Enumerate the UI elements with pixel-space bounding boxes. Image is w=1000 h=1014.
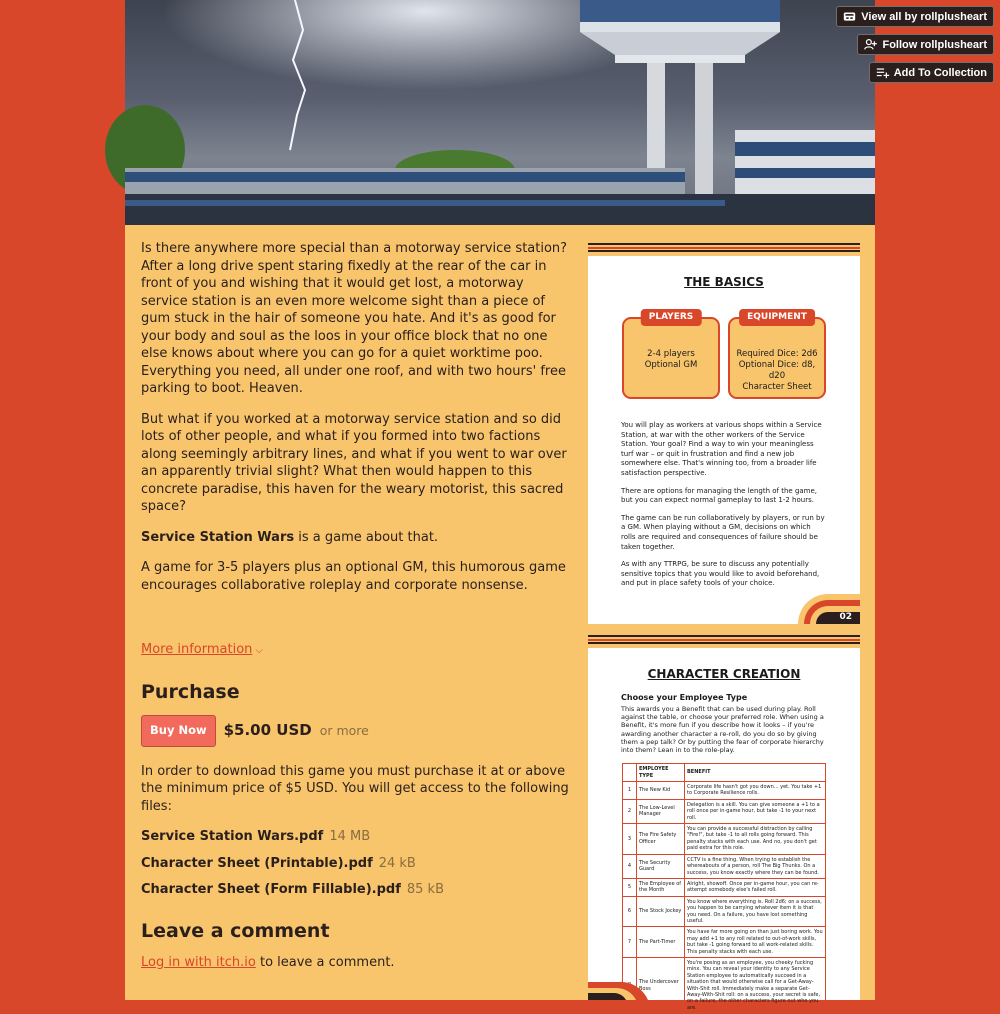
or-more-label: or more — [319, 723, 369, 738]
employee-type: The Security Guard — [637, 854, 685, 878]
employee-type-table — [622, 763, 826, 1014]
comment-heading: Leave a comment — [141, 919, 330, 942]
file-row — [141, 881, 571, 899]
purchase-heading: Purchase — [141, 680, 240, 703]
row-number: 3 — [623, 824, 637, 855]
basics-paragraph: The game can be run collaboratively by players, or run by a GM. When playing without a GM, decisions on which rolls are required and consequences of failure should be taken together. — [621, 513, 825, 551]
row-number: 4 — [623, 854, 637, 878]
decorative-stripe — [588, 240, 860, 256]
benefit-text: CCTV is a fine thing. When trying to establish the whereabouts of a person, roll The Big Thunks. On a success, you know exactly where they can be found. — [685, 854, 826, 878]
players-line: Optional GM — [644, 360, 698, 370]
swirl-decoration — [588, 982, 648, 1000]
view-all-button[interactable] — [836, 6, 994, 27]
players-line: 2-4 players — [647, 349, 695, 359]
equipment-line: Character Sheet — [742, 382, 812, 392]
equipment-line: Required Dice: 2d6 — [736, 349, 818, 359]
benefit-text: Delegation is a skill. You can give someone a +1 to a roll once per in-game hour, but take -1 to your next roll. — [685, 799, 826, 823]
gamepad-icon — [843, 10, 856, 23]
players-box — [622, 312, 720, 399]
page-number-badge — [798, 594, 860, 624]
screenshot-subtitle: Choose your Employee Type — [621, 693, 748, 702]
table-row — [623, 878, 826, 896]
basics-paragraph: As with any TTRPG, be sure to discuss any potentially sensitive topics that you would like to avoid beforehand, and put in place safety tools of your choice. — [621, 560, 820, 588]
row-number: 2 — [623, 799, 637, 823]
follow-user-icon — [864, 38, 877, 51]
table-row — [623, 896, 826, 927]
table-header-blank — [623, 764, 637, 782]
follow-button[interactable] — [857, 34, 994, 55]
game-page — [125, 0, 875, 1011]
add-to-collection-button[interactable] — [869, 62, 994, 83]
file-name: Character Sheet (Form Fillable).pdf — [141, 882, 401, 897]
employee-type: The Fire Safety Officer — [637, 824, 685, 855]
employee-type: The Low-Level Manager — [637, 799, 685, 823]
table-row — [623, 927, 826, 958]
equipment-tag: EQUIPMENT — [739, 309, 815, 326]
table-header-benefit: BENEFIT — [685, 764, 826, 782]
employee-type: The Undercover Boss — [637, 957, 685, 1013]
employee-type: The New Kid — [637, 782, 685, 800]
game-title-inline: Service Station Wars — [141, 529, 295, 545]
table-row — [623, 854, 826, 878]
employee-type: The Stock Jockey — [637, 896, 685, 927]
description-paragraph: A game for 3-5 players plus an optional GM, this humorous game encourages collaborative roleplay and corporate nonsense. — [141, 560, 566, 593]
table-header-row — [623, 764, 826, 782]
table-header-type: EMPLOYEE TYPE — [637, 764, 685, 782]
basics-text — [588, 421, 860, 589]
basics-paragraph: There are options for managing the length of the game, but you can expect normal gameplay to last 1-2 hours. — [621, 486, 818, 505]
file-row — [141, 828, 571, 846]
employee-type: The Employee of the Month — [637, 878, 685, 896]
more-info-label: More information — [141, 642, 253, 657]
decorative-stripe — [588, 632, 860, 648]
more-info-toggle[interactable] — [141, 641, 263, 660]
description-paragraph: But what if you worked at a motorway service station and so did lots of other people, and what if you formed into two factions along seemingly arbitrary lines, and what if you went to war over an apparently trivial slight? What then would happen to this concrete paradise, this haven for the weary motorist, this sacred space? — [141, 411, 567, 514]
top-actions — [836, 6, 994, 83]
benefit-text: You know where everything is. Roll 2d6; on a success, you happen to be carrying whatever item it is that you need. On a failure, you have lost something useful. — [685, 896, 826, 927]
table-row — [623, 782, 826, 800]
page-number: 02 — [839, 612, 852, 622]
row-number: 1 — [623, 782, 637, 800]
description-column — [141, 240, 571, 985]
login-link[interactable]: Log in with itch.io — [141, 955, 256, 970]
equipment-box — [728, 312, 826, 399]
login-prompt — [141, 954, 571, 972]
basics-paragraph: You will play as workers at various shops within a Service Station, at war with the other workers of the Service Station. Your goal? Find a way to win your meaningless turf war – or quit in frustration and find a new job somewhere else. That's winning too, from a broader life satisfaction perspective. — [621, 421, 822, 477]
table-row — [623, 824, 826, 855]
row-number: 5 — [623, 878, 637, 896]
row-number: 6 — [623, 896, 637, 927]
row-number: 7 — [623, 927, 637, 958]
description-paragraph: Is there anywhere more special than a motorway service station? After a long drive spent staring fixedly at the rear of the car in front of you and wishing that it would get lost, a motorway service station is an even more welcome sight than a piece of gum stuck in the hair of someone you hate. And it's as good for your body and soul as the loos in your office block that no one else knows about where you can go for a quiet worktime poo. Everything you need, all under one roof, and with two hours' free parking to boot. Heaven. — [141, 241, 568, 396]
add-to-collection-label: Add To Collection — [893, 66, 987, 79]
chevron-down-icon: ⌵ — [255, 645, 263, 656]
screenshot-the-basics[interactable] — [588, 240, 860, 624]
file-size: 24 kB — [378, 855, 416, 871]
info-boxes — [588, 312, 860, 399]
players-tag: PLAYERS — [641, 309, 702, 326]
follow-label: Follow rollplusheart — [882, 38, 987, 51]
file-size: 85 kB — [406, 882, 444, 897]
benefit-text: Corporate life hasn't got you down... yet. You take +1 to Corporate Resilience rolls. — [685, 782, 826, 800]
file-name: Character Sheet (Printable).pdf — [141, 855, 373, 871]
description-paragraph — [141, 529, 571, 547]
screenshot-title: CHARACTER CREATION — [647, 667, 801, 681]
cover-banner — [125, 0, 875, 225]
screenshot-character-creation[interactable] — [588, 632, 860, 1011]
benefit-text: You have far more going on than just boring work. You may add +1 to any roll related to out-of-work skills, but take -1 going forward to all work-related skills. This penalty stacks with each use. — [685, 927, 826, 958]
buy-now-button[interactable]: Buy Now — [141, 715, 216, 747]
employee-type: The Part-Timer — [637, 927, 685, 958]
service-station-illustration — [125, 0, 875, 225]
buy-row — [141, 715, 571, 747]
login-prompt-text: to leave a comment. — [255, 955, 395, 970]
benefit-text: You can provide a successful distraction by calling "Fire!", but take -1 to all rolls going forward. This penalty stacks with each use. And no, you don't get paid extra for this role. — [685, 824, 826, 855]
file-size: 14 MB — [329, 829, 371, 844]
equipment-line: Optional Dice: d8, d20 — [738, 360, 816, 381]
screenshot-title: THE BASICS — [684, 275, 764, 289]
table-body — [623, 782, 826, 1014]
view-all-label: View all by rollplusheart — [861, 10, 987, 23]
purchase-note: In order to download this game you must purchase it at or above the minimum price of $5 USD. You will get access to the following files: — [141, 763, 569, 814]
add-to-list-icon — [876, 66, 889, 79]
price: $5.00 USD — [223, 721, 312, 739]
description-text: is a game about that. — [294, 529, 439, 545]
table-row — [623, 799, 826, 823]
file-row — [141, 855, 571, 873]
screenshot-intro: This awards you a Benefit that can be used during play. Roll against the table, or choose your preferred role. When using a Benefit, it's more fun if you describe how it looks – if you're awarding another character a re-roll, do you do so by giving them a pep talk? Or by putting the fear of corporate hierarchy into them? Lean in to the role-play. — [621, 705, 824, 755]
benefit-text: Alright, showoff. Once per in-game hour, you can re-attempt somebody else's failed roll. — [685, 878, 826, 896]
benefit-text: You're posing as an employee, you cheeky fucking minx. You can reveal your identity to any Service Station employee to automatically succeed in a situation that would otherwise call for a Get-Away-With-Shit roll. Immediately make a separate Get-Away-With-Shit roll: on a success, your secret is safe, on a failure, the other characters figure out who you are. — [685, 957, 826, 1013]
table-row — [623, 957, 826, 1013]
file-name: Service Station Wars.pdf — [141, 829, 324, 844]
